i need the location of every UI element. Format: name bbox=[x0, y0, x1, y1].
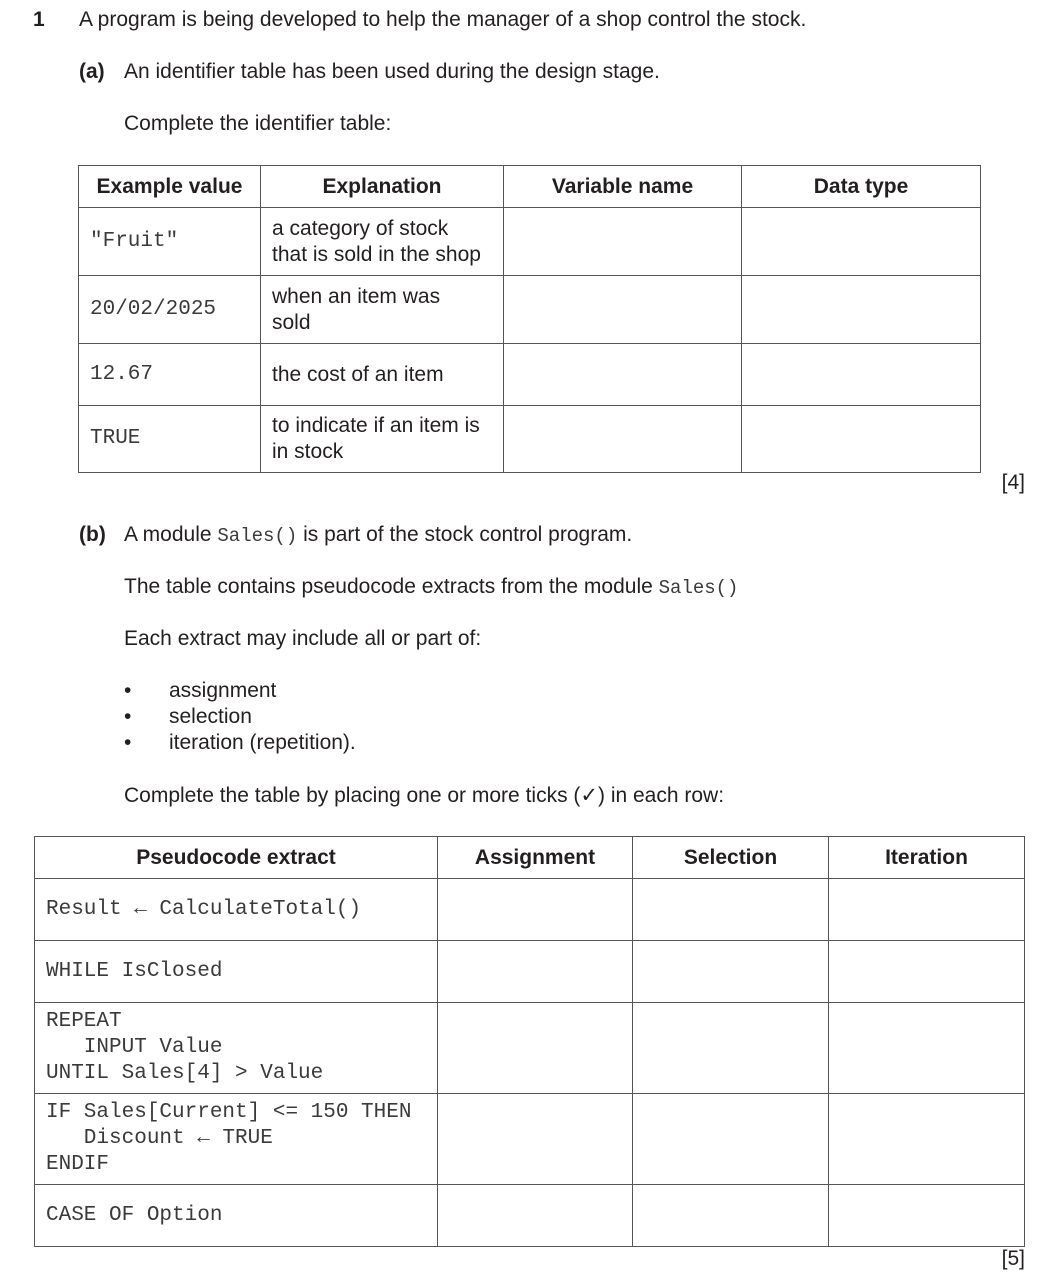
explanation-line: the cost of an item bbox=[272, 362, 444, 386]
header-selection: Selection bbox=[633, 837, 829, 879]
data-type-answer-cell[interactable] bbox=[742, 406, 981, 473]
selection-tick-cell[interactable] bbox=[633, 941, 829, 1003]
list-item bbox=[124, 730, 356, 756]
list-item-text: selection bbox=[169, 705, 252, 728]
header-iteration: Iteration bbox=[829, 837, 1025, 879]
question-number: 1 bbox=[33, 8, 45, 31]
part-a-instruction: Complete the identifier table: bbox=[124, 112, 392, 135]
assignment-tick-cell[interactable] bbox=[438, 941, 633, 1003]
selection-tick-cell[interactable] bbox=[633, 879, 829, 941]
list-item bbox=[124, 704, 356, 730]
identifier-row bbox=[79, 208, 981, 276]
list-item bbox=[124, 678, 356, 704]
iteration-tick-cell[interactable] bbox=[829, 1003, 1025, 1094]
pseudocode-cell: IF Sales[Current] <= 150 THEN Discount ← TRUE ENDIF bbox=[35, 1094, 438, 1185]
iteration-tick-cell[interactable] bbox=[829, 1185, 1025, 1247]
identifier-row bbox=[79, 344, 981, 406]
explanation-cell bbox=[261, 344, 504, 406]
part-b-line3: Each extract may include all or part of: bbox=[124, 627, 482, 650]
header-variable-name: Variable name bbox=[504, 166, 742, 208]
part-b-marks: [5] bbox=[1001, 1247, 1025, 1270]
pseudocode-cell: Result ← CalculateTotal() bbox=[35, 879, 438, 941]
part-a-marks: [4] bbox=[1001, 471, 1025, 494]
part-a-intro: An identifier table has been used during the design stage. bbox=[124, 60, 660, 83]
bullet: • bbox=[124, 731, 132, 754]
example-value-cell: 20/02/2025 bbox=[79, 276, 261, 344]
iteration-tick-cell[interactable] bbox=[829, 941, 1025, 1003]
explanation-cell bbox=[261, 406, 504, 473]
assignment-tick-cell[interactable] bbox=[438, 1094, 633, 1185]
part-b-instruction: Complete the table by placing one or more ticks (✓) in each row: bbox=[124, 784, 725, 807]
pseudocode-row bbox=[35, 879, 1025, 941]
list-item-text: iteration (repetition). bbox=[169, 731, 356, 754]
explanation-cell bbox=[261, 276, 504, 344]
header-explanation: Explanation bbox=[261, 166, 504, 208]
part-b-line2 bbox=[124, 575, 738, 599]
explanation-line: sold bbox=[272, 310, 311, 334]
pseudocode-cell: REPEAT INPUT Value UNTIL Sales[4] > Value bbox=[35, 1003, 438, 1094]
data-type-answer-cell[interactable] bbox=[742, 276, 981, 344]
variable-name-answer-cell[interactable] bbox=[504, 276, 742, 344]
bullet: • bbox=[124, 679, 132, 702]
pseudocode-row bbox=[35, 1185, 1025, 1247]
selection-tick-cell[interactable] bbox=[633, 1185, 829, 1247]
variable-name-answer-cell[interactable] bbox=[504, 208, 742, 276]
header-pseudocode-extract: Pseudocode extract bbox=[35, 837, 438, 879]
pseudocode-cell: CASE OF Option bbox=[35, 1185, 438, 1247]
identifier-row bbox=[79, 406, 981, 473]
part-b-line2-text: The table contains pseudocode extracts from the module bbox=[124, 575, 659, 598]
part-b-intro-text: A module bbox=[124, 523, 218, 546]
header-assignment: Assignment bbox=[438, 837, 633, 879]
module-name: Sales() bbox=[658, 577, 739, 599]
explanation-line: when an item was bbox=[272, 284, 441, 308]
example-value-cell: 12.67 bbox=[79, 344, 261, 406]
identifier-table bbox=[78, 165, 981, 473]
iteration-tick-cell[interactable] bbox=[829, 879, 1025, 941]
explanation-line: a category of stock bbox=[272, 216, 449, 240]
assignment-tick-cell[interactable] bbox=[438, 1185, 633, 1247]
example-value-cell: "Fruit" bbox=[79, 208, 261, 276]
example-value-cell: TRUE bbox=[79, 406, 261, 473]
variable-name-answer-cell[interactable] bbox=[504, 344, 742, 406]
assignment-tick-cell[interactable] bbox=[438, 1003, 633, 1094]
identifier-row bbox=[79, 276, 981, 344]
explanation-line: that is sold in the shop bbox=[272, 242, 481, 266]
explanation-line: to indicate if an item is bbox=[272, 414, 480, 437]
header-data-type: Data type bbox=[742, 166, 981, 208]
explanation-cell bbox=[261, 208, 504, 276]
part-b-label: (b) bbox=[79, 523, 106, 546]
construct-list bbox=[124, 678, 356, 756]
iteration-tick-cell[interactable] bbox=[829, 1094, 1025, 1185]
pseudocode-table bbox=[34, 836, 1025, 1247]
part-a-label: (a) bbox=[79, 60, 105, 83]
selection-tick-cell[interactable] bbox=[633, 1003, 829, 1094]
pseudocode-table-header bbox=[35, 837, 1025, 879]
explanation-line: in stock bbox=[272, 440, 344, 463]
list-item-text: assignment bbox=[169, 679, 277, 702]
pseudocode-row bbox=[35, 1003, 1025, 1094]
selection-tick-cell[interactable] bbox=[633, 1094, 829, 1185]
assignment-tick-cell[interactable] bbox=[438, 879, 633, 941]
pseudocode-cell: WHILE IsClosed bbox=[35, 941, 438, 1003]
identifier-table-header bbox=[79, 166, 981, 208]
data-type-answer-cell[interactable] bbox=[742, 208, 981, 276]
data-type-answer-cell[interactable] bbox=[742, 344, 981, 406]
module-name: Sales() bbox=[217, 525, 298, 547]
variable-name-answer-cell[interactable] bbox=[504, 406, 742, 473]
header-example-value: Example value bbox=[79, 166, 261, 208]
part-b-intro-text: is part of the stock control program. bbox=[297, 523, 633, 546]
pseudocode-row bbox=[35, 1094, 1025, 1185]
pseudocode-row bbox=[35, 941, 1025, 1003]
part-b-intro bbox=[124, 523, 632, 547]
bullet: • bbox=[124, 705, 132, 728]
question-intro: A program is being developed to help the manager of a shop control the stock. bbox=[79, 8, 807, 31]
